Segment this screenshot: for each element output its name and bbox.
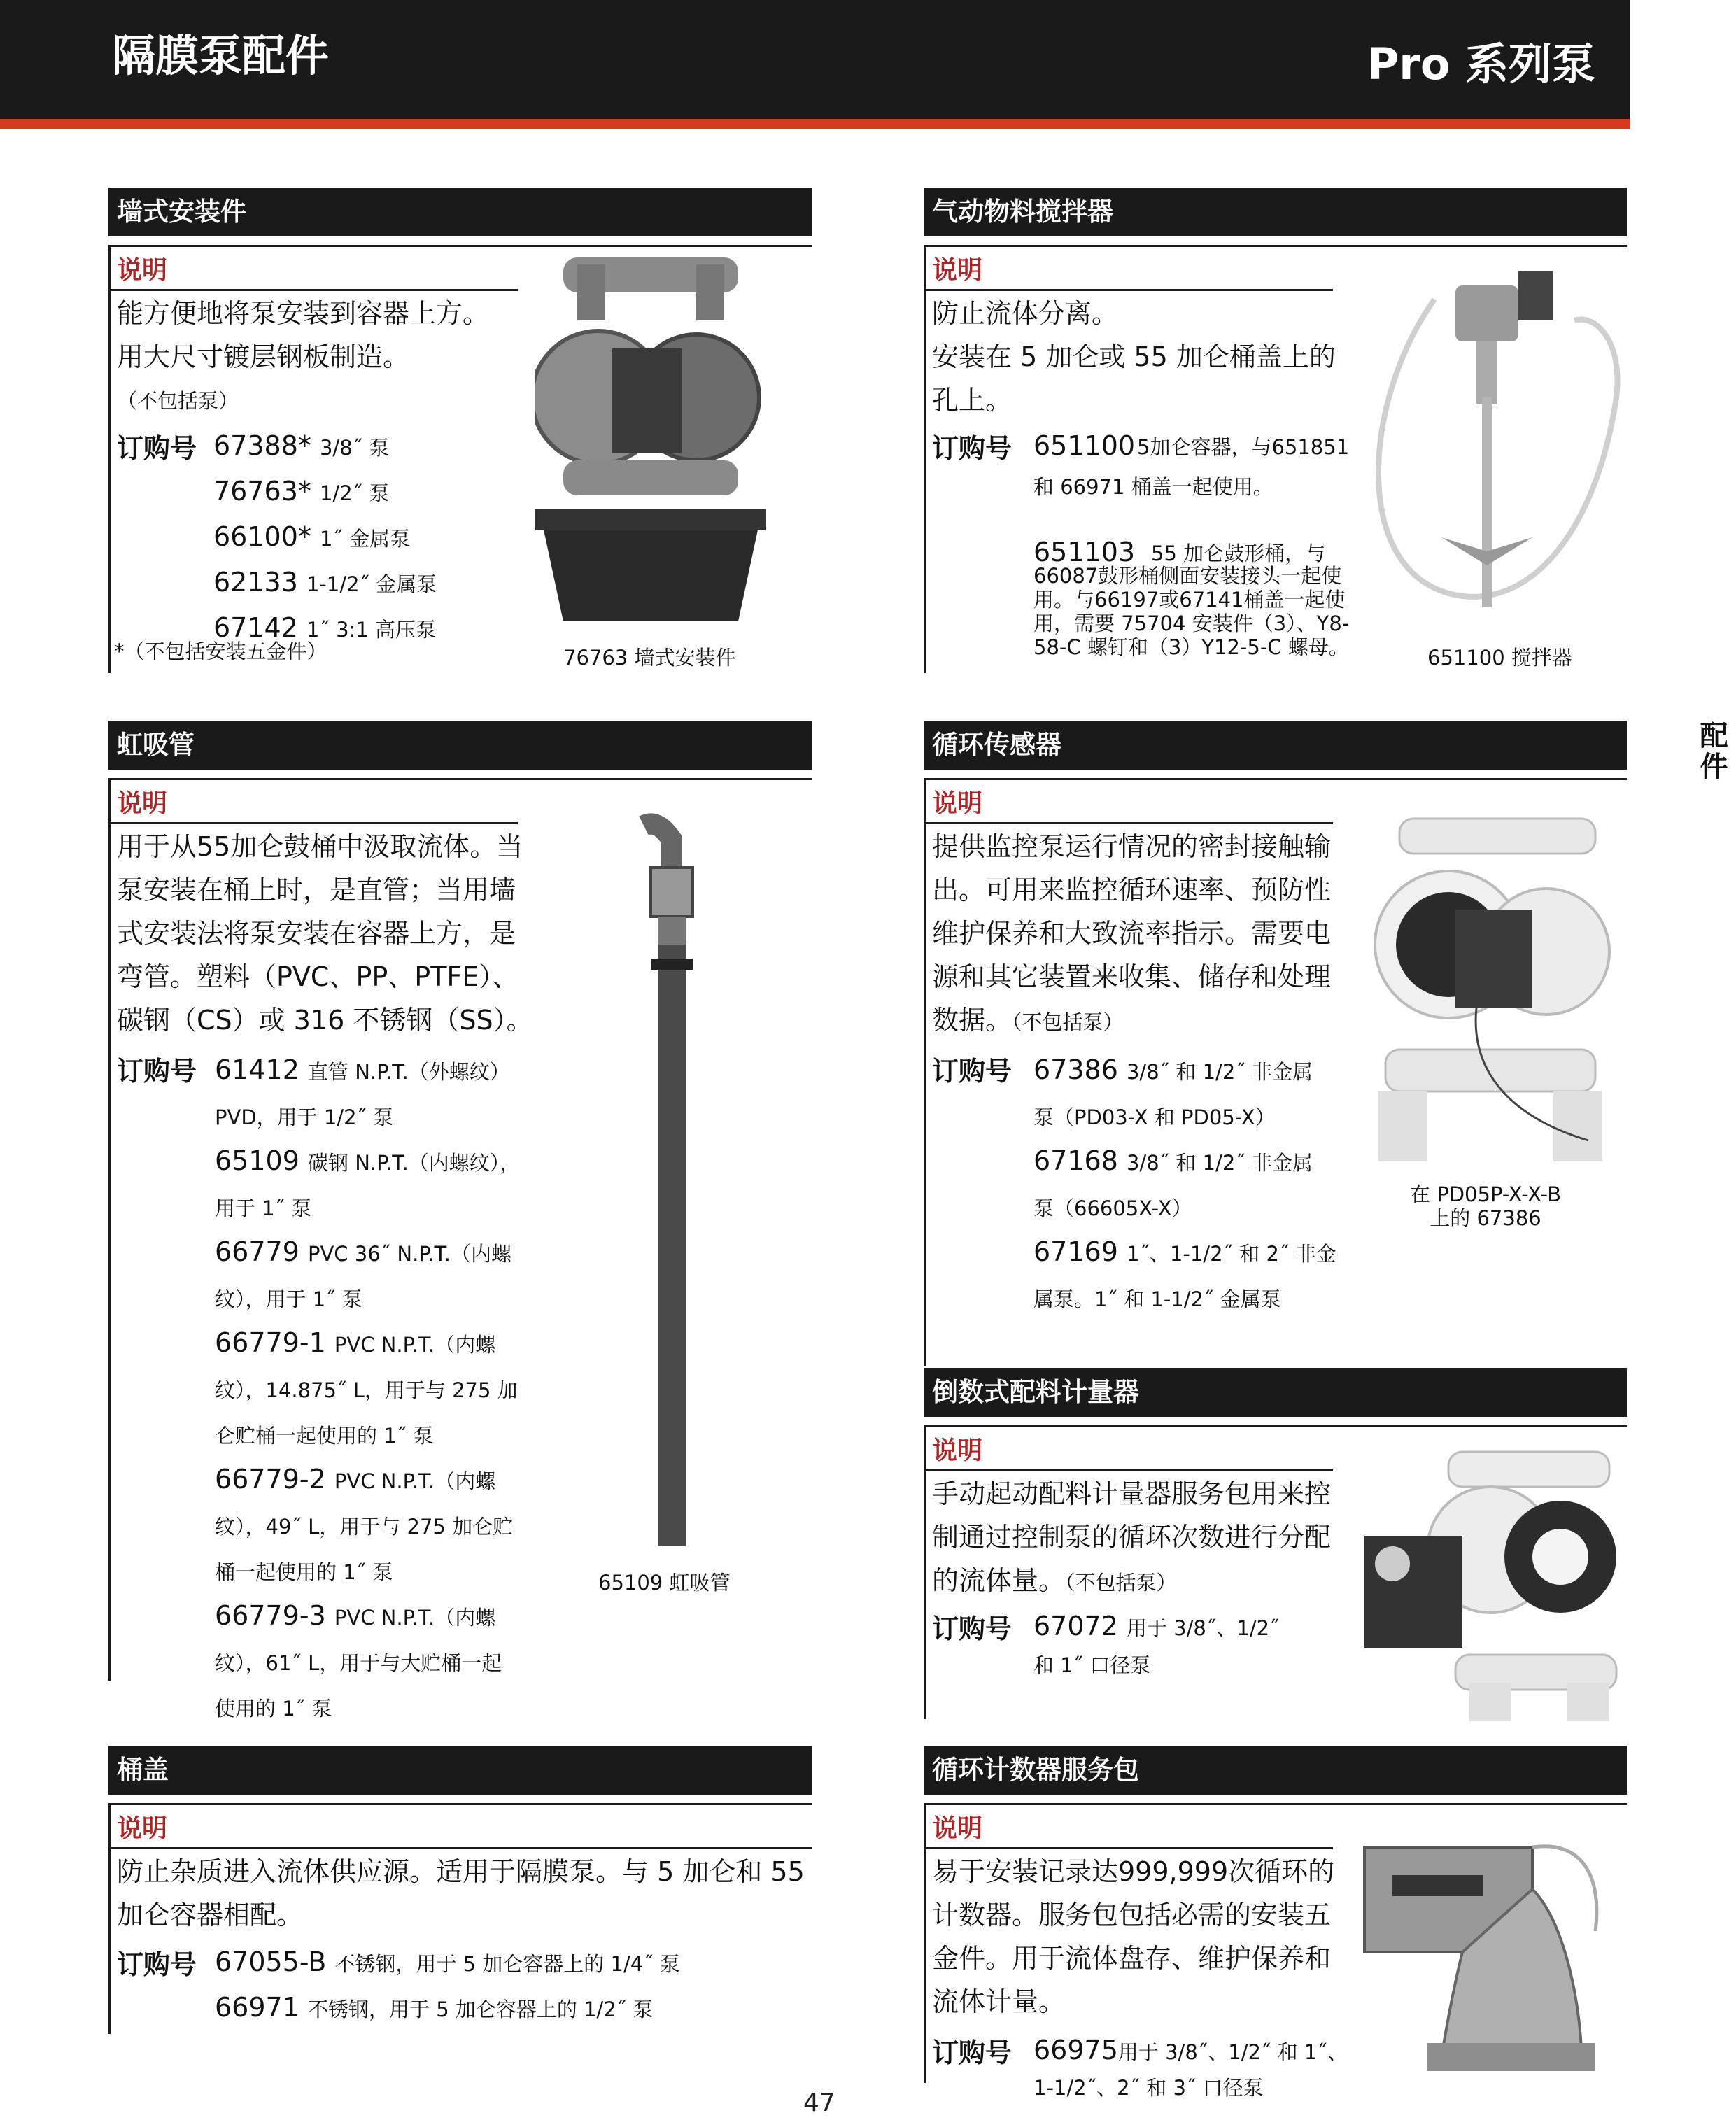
desc-line: 数据。（不包括泵） [932,1005,1124,1036]
desc-line: 维护保养和大致流率指示。需要电 [932,918,1332,949]
image-caption: 76763 墙式安装件 [563,646,736,670]
header-series: Pro 系列泵 [1367,38,1595,90]
header-title: 隔膜泵配件 [112,30,330,81]
order-row: 纹），49˝ L，用于与 275 加仑贮 [215,1515,514,1539]
order-row: 67388* 3/8˝ 泵 [213,430,390,461]
desc-line: 能方便地将泵安装到容器上方。 [117,298,490,329]
page-number: 47 [803,2089,835,2117]
section-batch-counter [924,1368,1627,1732]
desc-label: 说明 [932,256,983,285]
section-title: 墙式安装件 [108,188,812,236]
order-row: 用于 1˝ 泵 [215,1196,312,1220]
order-row: 66779-1 PVC N.P.T.（内螺 [215,1327,496,1358]
section-siphon [108,721,812,1720]
image-caption: 651100 搅拌器 [1427,646,1572,670]
desc-line: 易于安装记录达999,999次循环的 [932,1856,1335,1887]
order-label: 订购号 [932,433,1012,464]
desc-label: 说明 [932,1814,983,1843]
order-label: 订购号 [117,433,197,464]
desc-line: 加仑容器相配。 [117,1900,304,1930]
order-row: 66779 PVC 36˝ N.P.T.（内螺 [215,1236,511,1267]
section-title: 气动物料搅拌器 [924,188,1627,236]
desc-line: 用大尺寸镀层钢板制造。 [117,341,410,372]
cycle-counter-image [1357,1833,1609,2085]
order-label: 订购号 [932,1613,1012,1644]
image-caption: 65109 虹吸管 [598,1571,731,1595]
desc-line: 金件。用于流体盘存、维护保养和 [932,1943,1332,1974]
section-title: 循环计数器服务包 [924,1746,1627,1795]
order-row: PVD，用于 1/2˝ 泵 [215,1105,394,1129]
order-row: 66975用于 3/8˝、1/2˝ 和 1˝、 [1033,2035,1348,2065]
desc-line: 的流体量。（不包括泵） [932,1565,1177,1596]
order-label: 订购号 [117,1056,197,1087]
desc-label: 说明 [932,789,983,818]
desc-line: 孔上。 [932,385,1012,416]
desc-line: 式安装法将泵安装在容器上方，是 [117,918,516,949]
order-row: 66779-2 PVC N.P.T.（内螺 [215,1464,496,1494]
order-code: 651103 [1033,537,1136,567]
desc-line: 手动起动配料计量器服务包用来控 [932,1478,1332,1509]
desc-note: （不包括泵） [117,389,239,413]
order-code: 62133 [213,567,298,598]
order-row: 使用的 1˝ 泵 [215,1697,332,1720]
order-desc: 用。与66197或67141桶盖一起使 [1033,588,1346,612]
order-row: 67142 1˝ 3:1 高压泵 [213,612,437,643]
order-desc: 和 1˝ 口径泵 [1033,1653,1151,1677]
desc-line: 计数器。服务包包括必需的安装五 [932,1900,1332,1930]
order-row: 属泵。1˝ 和 1-1/2˝ 金属泵 [1033,1287,1281,1311]
section-cycle-counter-kit [924,1746,1627,2117]
desc-line: 泵安装在桶上时，是直管；当用墙 [117,875,516,905]
desc-line: 防止流体分离。 [932,298,1119,329]
order-desc: 58-C 螺钉和（3）Y12-5-C 螺母。 [1033,635,1349,659]
footnote: *（不包括安装五金件） [114,639,327,663]
order-row: 61412 直管 N.P.T.（外螺纹） [215,1054,510,1085]
order-row: 67169 1˝、1-1/2˝ 和 2˝ 非金 [1033,1236,1336,1267]
order-desc: 55 加仑鼓形桶，与 [1151,542,1326,565]
order-row: 67055-B 不锈钢，用于 5 加仑容器上的 1/4˝ 泵 [215,1946,680,1977]
order-label: 订购号 [117,1949,197,1980]
order-desc: 和 66971 桶盖一起使用。 [1033,475,1273,499]
image-caption: 在 PD05P-X-X-B 上的 67386 [1410,1182,1561,1230]
order-list [215,1940,680,2031]
section-title: 虹吸管 [108,721,812,770]
desc-line: 出。可用来监控循环速率、预防性 [932,875,1332,905]
order-row: 纹），14.875˝ L，用于与 275 加 [215,1378,518,1402]
batch-counter-image [1350,1445,1630,1725]
wall-mount-pump-image [535,257,766,621]
order-desc: 1-1/2˝、2˝ 和 3˝ 口径泵 [1033,2076,1264,2100]
agitator-image [1364,257,1623,628]
desc-line: 弯管。塑料（PVC、PP、PTFE）、 [117,961,519,992]
order-row: 67072 用于 3/8˝、1/2˝ [1033,1611,1280,1641]
desc-line: 提供监控泵运行情况的密封接触输 [932,831,1332,862]
order-row: 泵（66605X-X） [1033,1196,1192,1220]
order-code: 66100* [213,521,311,552]
order-row: 泵（PD03-X 和 PD05-X） [1033,1105,1276,1129]
section-agitator [924,188,1627,684]
order-row: 62133 1-1/2˝ 金属泵 [213,567,437,598]
order-desc: 用，需要 75704 安装件（3）、Y8- [1033,612,1350,635]
siphon-tube-image [630,812,721,1553]
order-code: 651100 [1033,430,1136,461]
order-row: 66971 不锈钢，用于 5 加仑容器上的 1/2˝ 泵 [215,1992,654,2023]
desc-label: 说明 [932,1436,983,1465]
section-drum-cover [108,1746,812,2040]
section-title: 倒数式配料计量器 [924,1368,1627,1417]
order-row: 66100* 1˝ 金属泵 [213,521,411,552]
order-code: 67142 [213,612,298,643]
order-code: 76763* [213,476,311,507]
order-desc: 5加仑容器，与651851 [1137,435,1350,459]
order-row: 66779-3 PVC N.P.T.（内螺 [215,1600,496,1631]
desc-label: 说明 [117,1814,168,1843]
order-desc: 66087鼓形桶侧面安装接头一起使 [1033,564,1342,588]
page-header [0,0,1630,119]
order-row: 67168 3/8˝ 和 1/2˝ 非金属 [1033,1145,1313,1176]
desc-line: 用于从55加仑鼓桶中汲取流体。当 [117,831,523,862]
order-row: 67386 3/8˝ 和 1/2˝ 非金属 [1033,1054,1313,1085]
order-label: 订购号 [932,1056,1012,1087]
order-label: 订购号 [932,2037,1012,2068]
desc-line: 防止杂质进入流体供应源。适用于隔膜泵。与 5 加仑和 55 [117,1856,805,1887]
order-row: 65109 碳钢 N.P.T.（内螺纹）， [215,1145,521,1176]
desc-line: 制通过控制泵的循环次数进行分配 [932,1522,1332,1553]
desc-label: 说明 [117,256,168,285]
order-row: 仑贮桶一起使用的 1˝ 泵 [215,1424,434,1448]
section-wall-mount [108,188,812,684]
side-tab: 配件 [1695,721,1728,782]
section-title: 桶盖 [108,1746,812,1795]
order-row: 纹），61˝ L，用于与大贮桶一起 [215,1651,502,1675]
order-row: 76763* 1/2˝ 泵 [213,476,390,507]
header-accent-rule [0,119,1630,129]
desc-line: 源和其它装置来收集、储存和处理 [932,961,1332,992]
sensor-pump-image [1357,812,1623,1175]
desc-label: 说明 [117,789,168,818]
order-row: 桶一起使用的 1˝ 泵 [215,1560,393,1584]
desc-line: 流体计量。 [932,1986,1066,2017]
section-cycle-sensor [924,721,1627,1350]
order-list [1033,1048,1348,1321]
desc-line: 碳钢（CS）或 316 不锈钢（SS）。 [117,1005,533,1036]
order-code: 67388* [213,430,311,461]
order-row: 纹），用于 1˝ 泵 [215,1287,362,1311]
desc-line: 安装在 5 加仑或 55 加仑桶盖上的 [932,341,1336,372]
section-title: 循环传感器 [924,721,1627,770]
order-list [215,1048,649,1730]
order-list [213,424,437,651]
